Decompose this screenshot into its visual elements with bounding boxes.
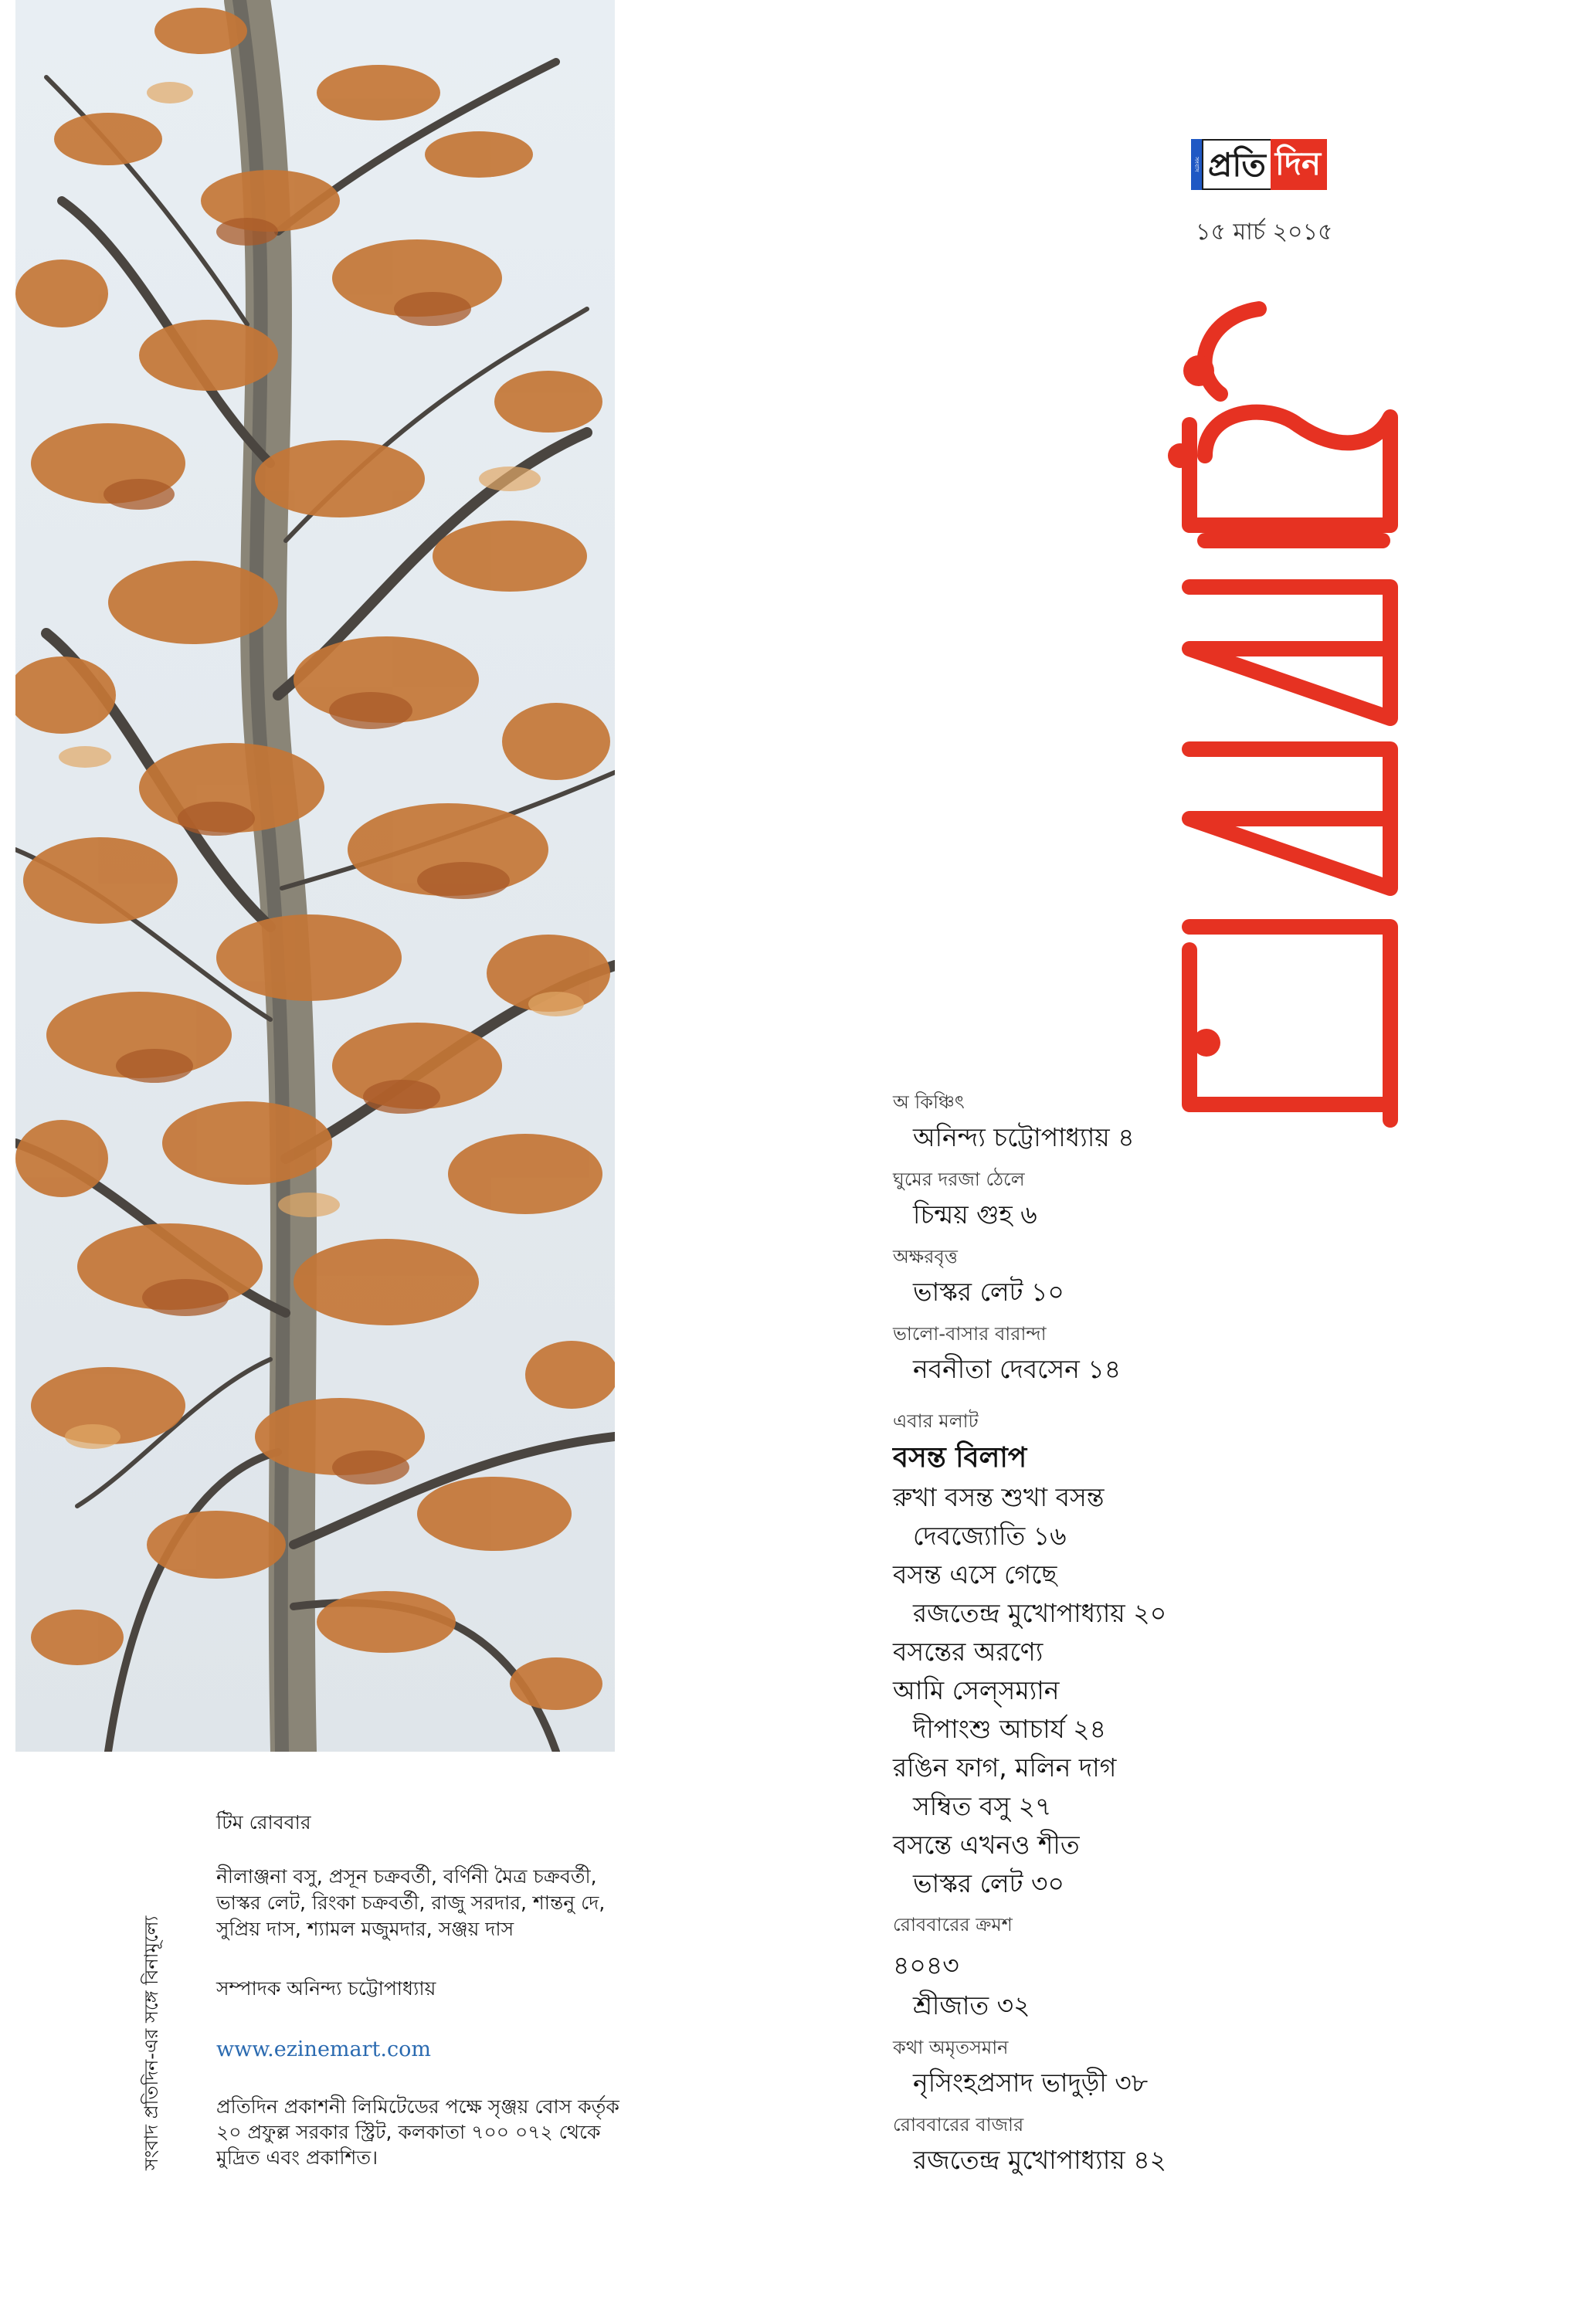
toc-author: অনিন্দ্য চট্টোপাধ্যায় ৪ [913,1122,1135,1152]
story-title: বসন্ত এসে গেছে [893,1559,1057,1589]
magazine-title-lettering [1159,286,1437,1182]
team-heading: টিম রোববার [216,1811,311,1834]
cover-story-title: বসন্ত বিলাপ [893,1442,1027,1474]
toc-author: ভাস্কর লেট ১০ [913,1277,1064,1307]
team-members-line: সুপ্রিয় দাস, শ্যামল মজুমদার, সঞ্জয় দাস [216,1918,514,1940]
story-author: দীপাংশু আচার্য ২৪ [913,1714,1107,1744]
editor-credit: সম্পাদক অনিন্দ্য চট্টোপাধ্যায় [216,1977,436,2000]
story-author: দেবজ্যোতি ১৬ [913,1521,1067,1551]
team-members-line: নীলাঞ্জনা বসু, প্রসূন চক্রবর্তী, বর্ণিনী মৈত্র চক্রবর্তী, [216,1865,597,1888]
story-title: রুখা বসন্ত শুখা বসন্ত [893,1482,1105,1512]
logo-part-a: প্রতি [1202,139,1271,190]
free-supplement-note: সংবাদ প্রতিদিন-এর সঙ্গে বিনামূল্যে [141,1915,162,2170]
story-title-line2: আমি সেল্‌সম্যান [893,1675,1060,1705]
toc-author: রজতেন্দ্র মুখোপাধ্যায় ৪২ [913,2145,1167,2175]
imprint [216,2094,664,2170]
story-title: রঙিন ফাগ, মলিন দাগ [893,1752,1117,1783]
toc-kicker: ভালো-বাসার বারান্দা [893,1323,1047,1345]
toc-author: নবনীতা দেবসেন ১৪ [913,1354,1122,1384]
cover-photo [15,0,615,1752]
magazine-title [1159,286,1437,1182]
credits-block [216,1807,664,2170]
toc-kicker: অ কিঞ্চিৎ [893,1091,965,1113]
imprint-line: মুদ্রিত এবং প্রকাশিত। [216,2146,378,2169]
newspaper-logo [1191,139,1327,190]
story-title: বসন্তের অরণ্যে [893,1637,1044,1667]
story-author: সম্বিত বসু ২৭ [913,1791,1052,1821]
toc-kicker: কথা অমৃতসমান [893,2037,1009,2058]
logo-strip: সংবাদ [1191,139,1202,190]
imprint-line: ২০ প্রফুল্ল সরকার স্ট্রিট, কলকাতা ৭০০ ০৭২ থেকে [216,2121,601,2143]
website-link[interactable]: www.ezinemart.com [216,2037,431,2061]
story-author: ভাস্কর লেট ৩০ [913,1868,1064,1898]
serial-author: শ্রীজাত ৩২ [913,1990,1030,2020]
toc-kicker: অক্ষরবৃত্ত [893,1246,958,1267]
imprint-line: প্রতিদিন প্রকাশনী লিমিটেডের পক্ষে সৃঞ্জয় বোস কর্তৃক [216,2095,619,2118]
toc-author: চিন্ময় গুহ ৬ [913,1199,1037,1230]
story-author: রজতেন্দ্র মুখোপাধ্যায় ২০ [913,1598,1167,1628]
autumn-tree-image [15,0,615,1752]
team-members [216,1864,664,1942]
logo-part-b: দিন [1271,139,1327,190]
serial-title: ৪০৪৩ [893,1950,959,1980]
story-title: বসন্তে এখনও শীত [893,1830,1080,1860]
team-members-line: ভাস্কর লেট, রিংকা চক্রবর্তী, রাজু সরদার, শান্তনু দে, [216,1891,606,1914]
cover-story-label: এবার মলাট [893,1410,979,1432]
toc-kicker: ঘুমের দরজা ঠেলে [893,1169,1025,1190]
issue-date: ১৫ মার্চ ২০১৫ [1196,219,1333,246]
serial-kicker: রোববারের ক্রমশ [893,1914,1013,1936]
table-of-contents [893,1087,1325,2187]
toc-author: নৃসিংহপ্রসাদ ভাদুড়ী ৩৮ [913,2068,1149,2098]
toc-kicker: রোববারের বাজার [893,2114,1024,2136]
